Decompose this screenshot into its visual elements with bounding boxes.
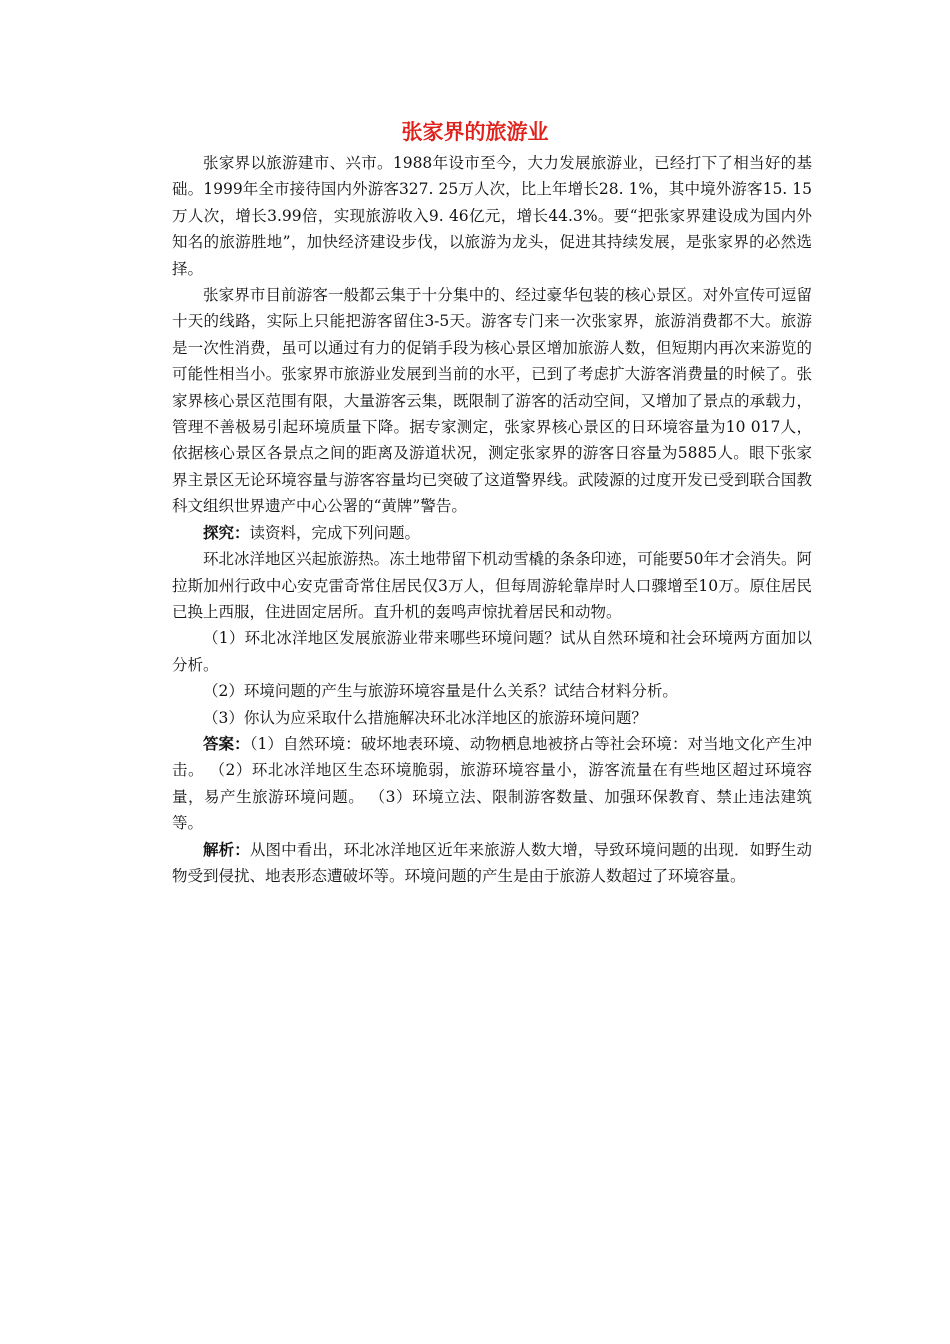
question-3: （3）你认为应采取什么措施解决环北冰洋地区的旅游环境问题？ [203,708,647,727]
analysis-paragraph [172,837,812,890]
answer-paragraph [172,731,812,837]
document-body [172,150,812,889]
answer-text: （1）自然环境：破坏地表环境、动物栖息地被挤占等社会环境：对当地文化产生冲击。 （2）环北冰洋地区生态环境脆弱，旅游环境容量小，游客流量在有些地区超过环境容量，易产生旅游环境问题。 （3）环境立法、限制游客数量、加强环保教育、禁止违法建筑等。 [172,734,812,833]
intro-paragraph: 张家界以旅游建市、兴市。1988年设市至今，大力发展旅游业，已经打下了相当好的基础。1999年全市接待国内外游客327. 25万人次，比上年增长28. 1%，其中境外游客15. 15万人次，增长3.99倍，实现旅游收入9. 46亿元，增长44.3%。要“把张家界建设成为国内外知名的旅游胜地”，加快经济建设步伐，以旅游为龙头，促进其持续发展，是张家界的必然选择。 [172,154,812,278]
capacity-paragraph: 张家界市目前游客一般都云集于十分集中的、经过豪华包装的核心景区。对外宣传可逗留十天的线路，实际上只能把游客留住3-5天。游客专门来一次张家界，旅游消费都不大。旅游是一次性消费，虽可以通过有力的促销手段为核心景区增加旅游人数，但短期内再次来游览的可能性相当小。张家界市旅游业发展到当前的水平，已到了考虑扩大游客消费量的时候了。张家界核心景区范围有限，大量游客云集，既限制了游客的活动空间，又增加了景点的承载力，管理不善极易引起环境质量下降。据专家测定，张家界核心景区的日环境容量为10 017人，依据核心景区各景点之间的距离及游道状况，测定张家界的游客日容量为5885人。眼下张家界主景区无论环境容量与游客容量均已突破了这道警界线。武陵源的过度开发已受到联合国教科文组织世界遗产中心公署的“黄牌”警告。 [172,286,812,516]
explore-text: 读资料，完成下列问题。 [249,523,421,542]
document-title: 张家界的旅游业 [401,120,549,144]
explore-line [172,520,812,546]
explore-label: 探究： [203,522,250,542]
analysis-text: 从图中看出，环北冰洋地区近年来旅游人数大增，导致环境问题的出现．如野生动物受到侵扰、地表形态遭破坏等。环境问题的产生是由于旅游人数超过了环境容量。 [172,840,812,885]
analysis-label: 解析： [203,839,250,859]
question-2: （2）环境问题的产生与旅游环境容量是什么关系？试结合材料分析。 [203,682,678,701]
answer-label: 答案： [203,733,250,753]
question-1: （1）环北冰洋地区发展旅游业带来哪些环境问题？试从自然环境和社会环境两方面加以分析。 [172,629,812,674]
material-paragraph: 环北冰洋地区兴起旅游热。冻土地带留下机动雪橇的条条印迹，可能要50年才会消失。阿拉斯加州行政中心安克雷奇常住居民仅3万人，但每周游轮靠岸时人口骤增至10万。原住居民已换上西服，住进固定居所。直升机的轰鸣声惊扰着居民和动物。 [172,550,812,621]
